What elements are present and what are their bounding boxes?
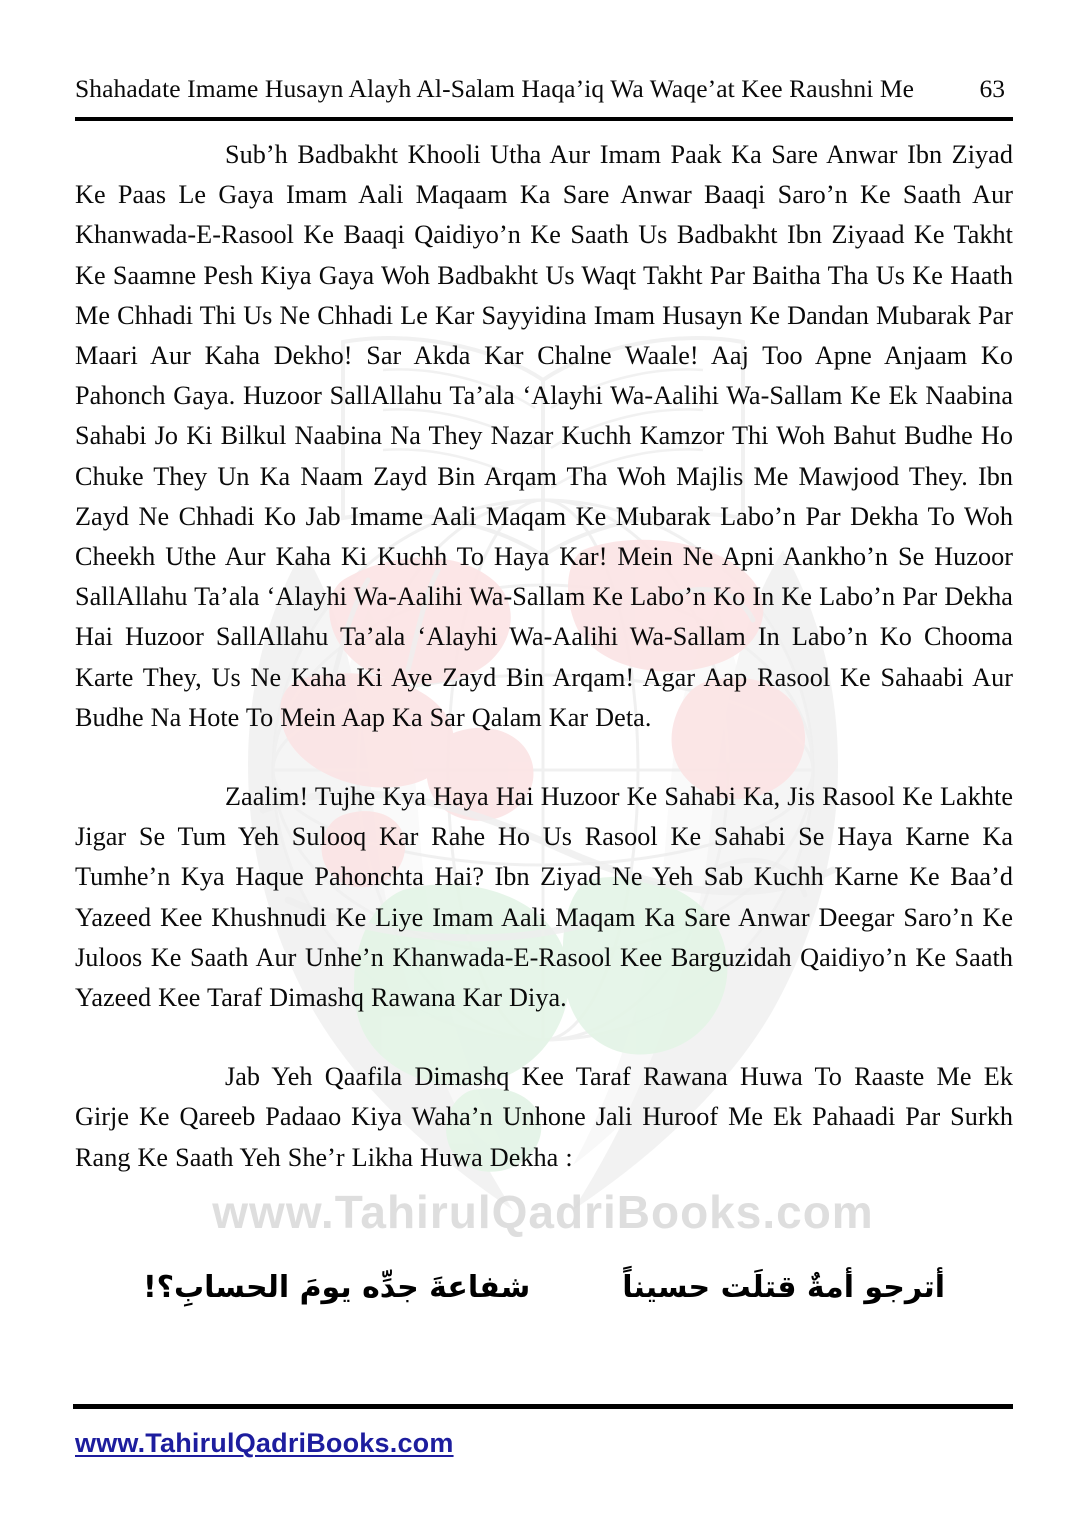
- page-number: 63: [979, 74, 1005, 103]
- paragraph: Jab Yeh Qaafila Dimashq Kee Taraf Rawana Huwa To Raaste Me Ek Girje Ke Qareeb Padaao Kiya Waha’n Unhone Jali Huroof Me Ek Pahaadi Par Surkh Rang Ke Saath Yeh She’r Likha Huwa Dekha :: [75, 1062, 1013, 1172]
- paragraph: Zaalim! Tujhe Kya Haya Hai Huzoor Ke Sahabi Ka, Jis Rasool Ke Lakhte Jigar Se Tum Yeh Sulooq Kar Rahe Ho Us Rasool Ke Sahabi Se Haya Karne Ka Tumhe’n Kya Haque Pahonchta Hai? Ibn Ziyad Ne Yeh Sab Kuchh Karne Ke Baa’d Yazeed Kee Khushnudi Ke Liye Imam Aali Maqam Ka Sare Anwar Deegar Saro’n Ke Juloos Ke Saath Aur Unhe’n Khanwada-E-Rasool Kee Barguzidah Qaidiyo’n Ke Saath Yazeed Kee Taraf Dimashq Rawana Kar Diya.: [75, 782, 1013, 1013]
- watermark-url-text: www.TahirulQadriBooks.com: [212, 1186, 874, 1238]
- header-divider: [75, 117, 1013, 121]
- paragraph: Sub’h Badbakht Khooli Utha Aur Imam Paak Ka Sare Anwar Ibn Ziyad Ke Paas Le Gaya Imam Aali Maqaam Ka Sare Anwar Baaqi Saro’n Ke Saath Aur Khanwada-E-Rasool Ke Baaqi Qaidiyo’n Ke Saath Us Badbakht Ibn Ziyaad Ke Takht Ke Saamne Pesh Kiya Gaya Woh Badbakht Us Waqt Takht Par Baitha Tha Us Ke Haath Me Chhadi Thi Us Ne Chhadi Le Kar Sayyidina Imam Husayn Ke Dandan Mubarak Par Maari Aur Kaha Dekho! Sar Akda Kar Chalne Waale! Aaj Too Apne Anjaam Ko Pahonch Gaya. Huzoor SallAllahu Ta’ala ‘Alayhi Wa-Aalihi Wa-Sallam Ke Ek Naabina Sahabi Jo Ki Bilkul Naabina Na They Nazar Kuchh Kamzor Thi Woh Bahut Budhe Ho Chuke They Un Ka Naam Zayd Bin Arqam Tha Woh Majlis Me Mawjood They. Ibn Zayd Ne Chhadi Ko Jab Imame Aali Maqam Ke Mubarak Labo’n Par Dekha To Woh Cheekh Uthe Aur Kaha Ki Kuchh To Haya Kar! Mein Ne Apni Aankho’n Se Huzoor SallAllahu Ta’ala ‘Alayhi Wa-Aalihi Wa-Sallam Ke Labo’n Ko In Ke Labo’n Par Dekha Hai Huzoor SallAllahu Ta’ala ‘Alayhi Wa-Aalihi Wa-Sallam In Labo’n Ko Chooma Karte They, Us Ne Kaha Ki Aye Zayd Bin Arqam! Agar Aap Rasool Ke Sahaabi Aur Budhe Na Hote To Mein Aap Ka Sar Qalam Kar Deta.: [75, 140, 1013, 732]
- page-header: [75, 74, 1013, 104]
- footer-divider: [73, 1404, 1013, 1409]
- arabic-verse: [75, 1262, 1013, 1314]
- verse-hemistich-first: أترجو أمةٌ قتلَت حسيناً: [622, 1270, 946, 1305]
- footer-website-link[interactable]: www.TahirulQadriBooks.com: [75, 1428, 454, 1458]
- body-content: [75, 135, 1013, 1178]
- verse-hemistich-second: شفاعةَ جدِّه يومَ الحسابِ؟!: [142, 1270, 531, 1305]
- header-title: Shahadate Imame Husayn Alayh Al-Salam Haqa’iq Wa Waqe’at Kee Raushni Me: [75, 74, 915, 103]
